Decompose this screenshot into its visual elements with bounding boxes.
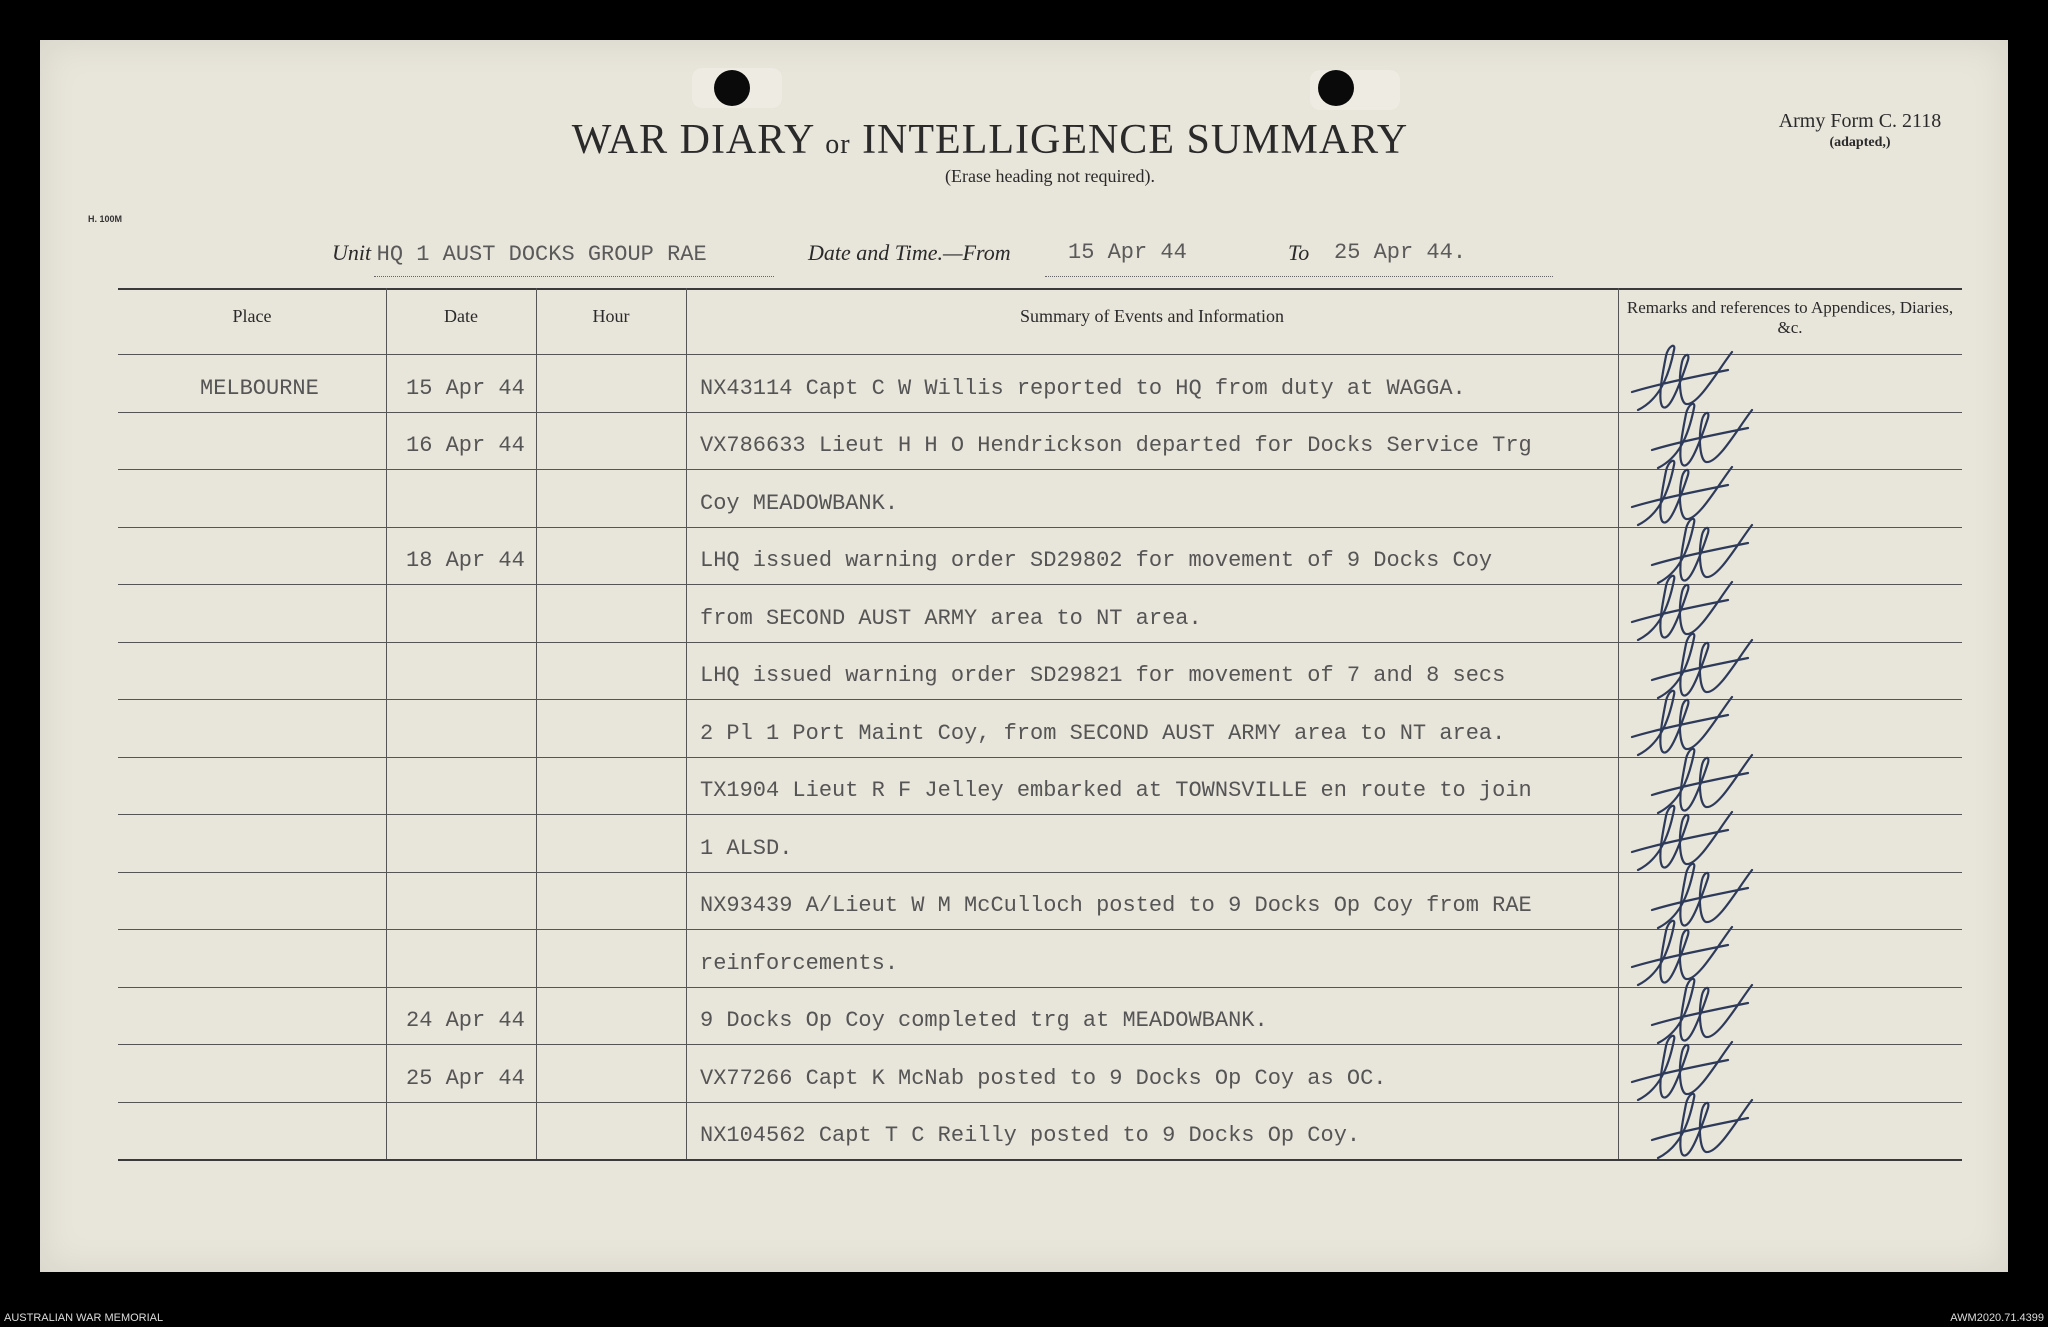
footer-right: AWM2020.71.4399 [1950, 1312, 2044, 1324]
datetime-label: Date and Time.—From [808, 240, 1011, 265]
col-header-hour: Hour [592, 306, 630, 326]
column-rule [386, 288, 387, 1159]
row-summary: NX93439 A/Lieut W M McCulloch posted to 9 Docks Op Coy from RAE [700, 893, 1532, 918]
row-summary: VX786633 Lieut H H O Hendrickson departed for Docks Service Trg [700, 433, 1532, 458]
punch-hole-right [1318, 70, 1354, 106]
diary-table [118, 288, 1962, 1162]
col-header-remarks: Remarks and references to Appendices, Diaries, &c. [1626, 298, 1954, 337]
row-place: MELBOURNE [200, 375, 319, 401]
page-subtitle: (Erase heading not required). [945, 166, 1155, 186]
row-date: 16 Apr 44 [406, 433, 525, 458]
unit-underline [374, 276, 774, 277]
table-top-rule [118, 288, 1962, 290]
row-summary: 1 ALSD. [700, 835, 793, 861]
title-or: or [825, 129, 851, 160]
remarks-initials-mark [1648, 1088, 1758, 1168]
army-form-note: (adapted,) [1829, 135, 1891, 150]
col-header-date: Date [444, 306, 478, 326]
row-date: 24 Apr 44 [406, 1008, 525, 1033]
row-summary: TX1904 Lieut R F Jelley embarked at TOWNSVILLE en route to join [700, 778, 1532, 803]
row-date: 25 Apr 44 [406, 1065, 525, 1091]
unit-label: Unit [332, 240, 372, 265]
unit-value: HQ 1 AUST DOCKS GROUP RAE [376, 242, 707, 267]
row-summary: LHQ issued warning order SD29802 for movement of 9 Docks Coy [700, 548, 1493, 573]
row-summary: 2 Pl 1 Port Maint Coy, from SECOND AUST ARMY area to NT area. [700, 720, 1506, 746]
row-summary: from SECOND AUST ARMY area to NT area. [700, 605, 1202, 631]
to-label: To [1288, 240, 1310, 265]
page-title [500, 116, 1480, 164]
row-summary: VX77266 Capt K McNab posted to 9 Docks Op Coy as OC. [700, 1065, 1387, 1091]
col-header-place: Place [232, 306, 272, 326]
footer-left: AUSTRALIAN WAR MEMORIAL [4, 1312, 164, 1324]
column-rule [536, 288, 537, 1159]
form-code: H. 100M [88, 214, 123, 224]
row-summary: NX104562 Capt T C Reilly posted to 9 Docks Op Coy. [700, 1123, 1361, 1148]
row-date: 15 Apr 44 [406, 375, 525, 401]
from-value: 15 Apr 44 [1068, 240, 1187, 265]
row-summary: 9 Docks Op Coy completed trg at MEADOWBANK. [700, 1008, 1268, 1033]
army-form-label [1740, 110, 1980, 151]
column-rule [1618, 288, 1619, 1159]
row-summary: Coy MEADOWBANK. [700, 490, 899, 516]
row-summary: NX43114 Capt C W Willis reported to HQ from duty at WAGGA. [700, 375, 1466, 401]
punch-hole-left [714, 70, 750, 106]
row-date: 18 Apr 44 [406, 548, 525, 573]
col-header-summary: Summary of Events and Information [1020, 306, 1284, 326]
army-form-number: Army Form C. 2118 [1778, 110, 1942, 132]
title-war-diary: WAR DIARY [571, 117, 814, 163]
column-rule [686, 288, 687, 1159]
title-intelligence-summary: INTELLIGENCE SUMMARY [862, 117, 1409, 163]
to-value: 25 Apr 44. [1334, 240, 1467, 265]
unit-line [332, 240, 707, 267]
row-summary: LHQ issued warning order SD29821 for movement of 7 and 8 secs [700, 663, 1506, 688]
row-summary: reinforcements. [700, 950, 899, 976]
date-underline [1045, 276, 1553, 277]
